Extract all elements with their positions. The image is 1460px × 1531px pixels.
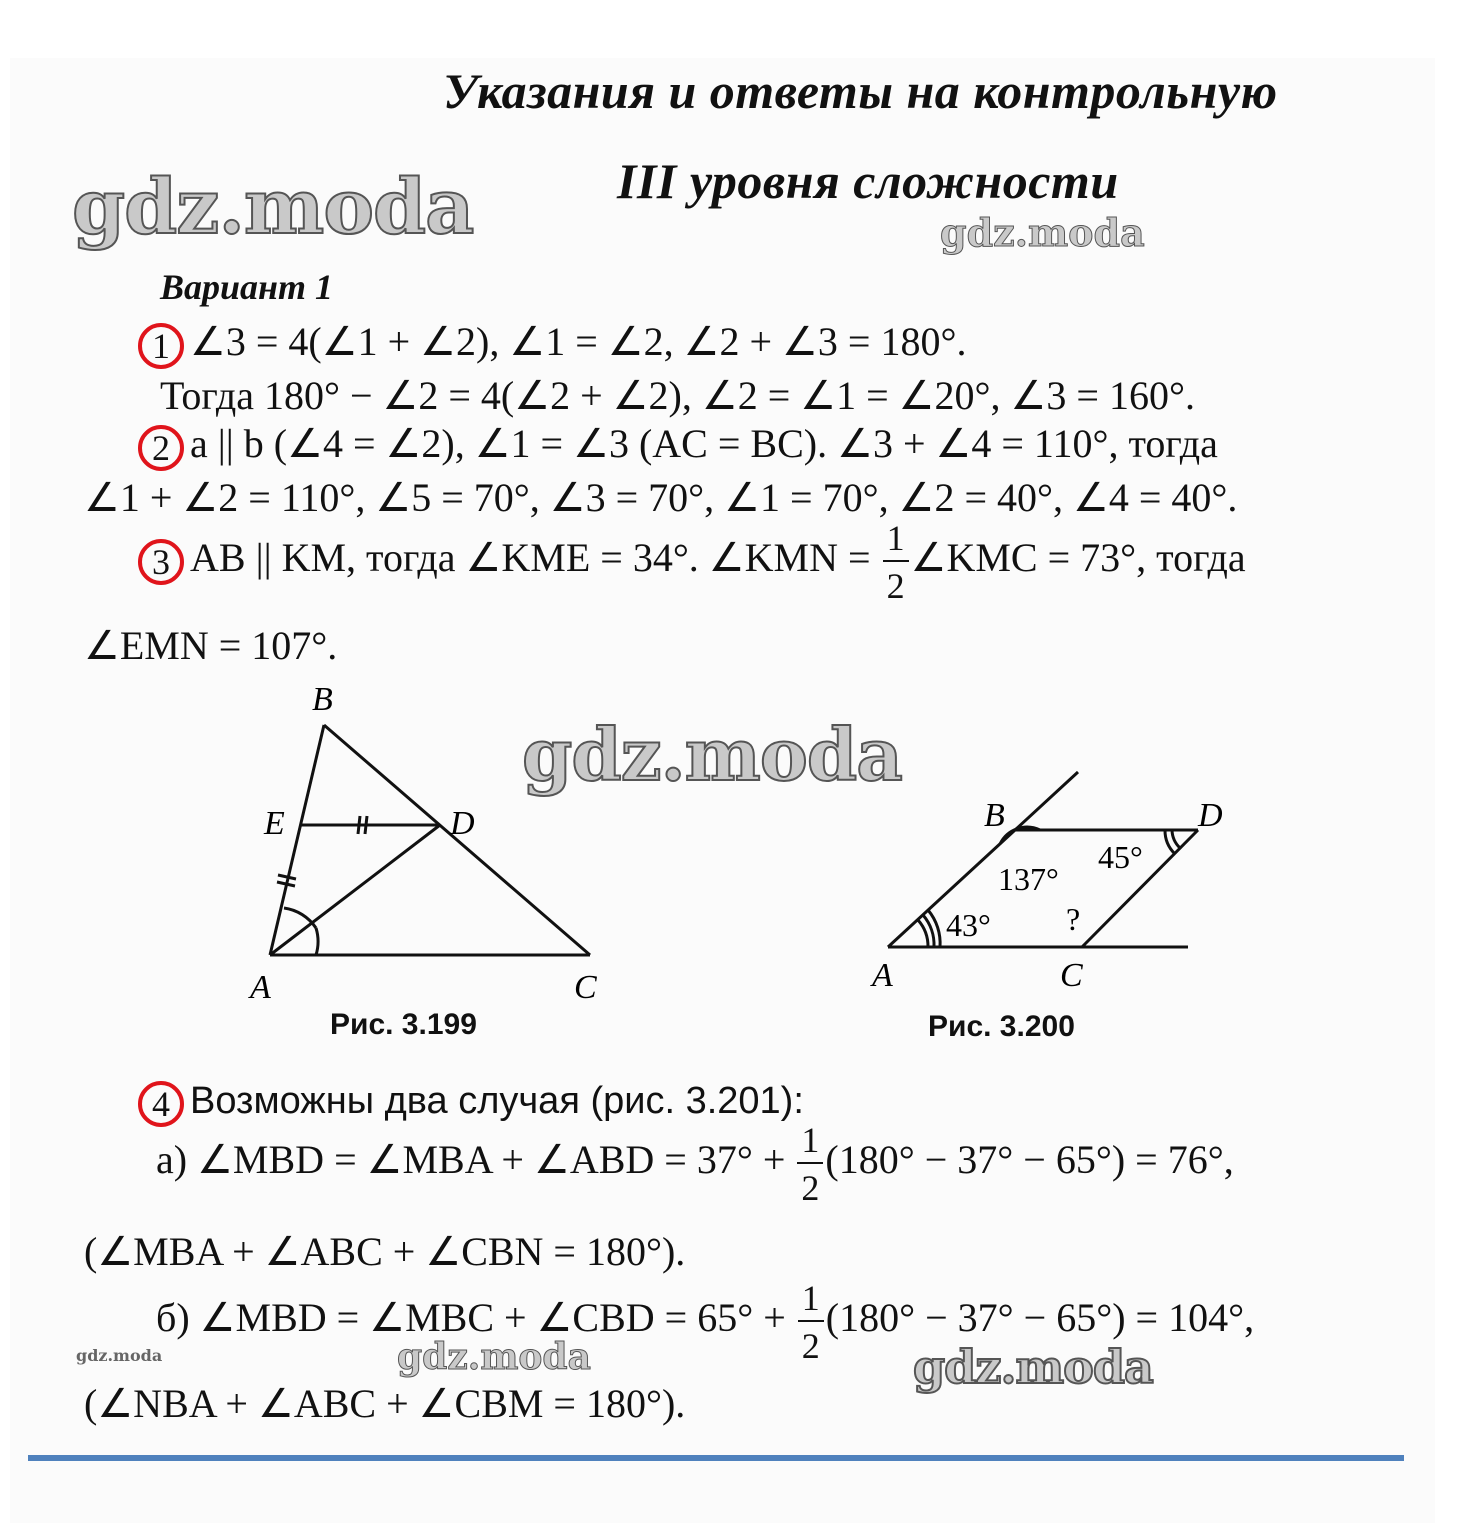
- fraction-numerator: 1: [798, 1280, 824, 1322]
- angle-label: 137°: [998, 861, 1059, 897]
- watermark: gdz.moda: [522, 712, 902, 797]
- problem-text: ∠KMC = 73°, тогда: [910, 535, 1246, 581]
- fraction-denominator: 2: [886, 566, 905, 606]
- problem-number-marker: 4: [138, 1081, 184, 1127]
- fraction-denominator: 2: [801, 1326, 820, 1366]
- variant-label: Вариант 1: [160, 267, 334, 307]
- watermark: gdz.moda: [72, 162, 474, 251]
- problem-number-marker: 3: [138, 539, 184, 585]
- figure-caption: Рис. 3.199: [330, 1008, 477, 1041]
- angle-label: ?: [1066, 901, 1081, 937]
- problem-4-case-a-note: (∠MBA + ∠ABC + ∠CBN = 180°).: [84, 1229, 686, 1274]
- problem-3-line-1: [138, 520, 1246, 604]
- vertex-label: A: [250, 969, 271, 1006]
- problem-text: Возможны два случая (рис. 3.201):: [190, 1080, 804, 1122]
- problem-4-intro: [138, 1076, 804, 1127]
- vertex-label: C: [1060, 957, 1083, 994]
- problem-1-line-1: [138, 318, 966, 369]
- problem-2-line-1: [138, 420, 1218, 471]
- angle-label: 43°: [946, 907, 991, 943]
- problem-4-case-a: [156, 1122, 1234, 1206]
- figure-3-199: [240, 680, 620, 1010]
- vertex-label: D: [1198, 797, 1223, 834]
- vertex-label: A: [872, 957, 893, 994]
- problem-number-marker: 2: [138, 425, 184, 471]
- watermark: gdz.moda: [397, 1336, 591, 1378]
- problem-4-case-b: [156, 1280, 1254, 1364]
- problem-2-line-2: ∠1 + ∠2 = 110°, ∠5 = 70°, ∠3 = 70°, ∠1 = 70°, ∠2 = 40°, ∠4 = 40°.: [84, 475, 1238, 520]
- page-title-line1: Указания и ответы на контрольную: [443, 63, 1278, 119]
- figure-3-200: [860, 760, 1240, 1010]
- watermark: gdz.moda: [76, 1346, 163, 1365]
- problem-text: ∠3 = 4(∠1 + ∠2), ∠1 = ∠2, ∠2 + ∠3 = 180°.: [190, 319, 967, 364]
- problem-number-marker: 1: [138, 323, 184, 369]
- vertex-label: E: [264, 805, 285, 842]
- page-title-line2: III уровня сложности: [617, 153, 1119, 209]
- problem-text: б) ∠MBD = ∠MBC + ∠CBD = 65° +: [156, 1295, 786, 1341]
- angle-label: 45°: [1098, 839, 1143, 875]
- problem-3-line-2: ∠EMN = 107°.: [84, 623, 338, 668]
- problem-4-case-b-note: (∠NBA + ∠ABC + ∠CBM = 180°).: [84, 1381, 686, 1426]
- vertex-label: B: [312, 681, 333, 718]
- vertex-label: D: [450, 805, 475, 842]
- problem-text: AB || KM, тогда ∠KME = 34°. ∠KMN =: [190, 535, 871, 581]
- fraction-denominator: 2: [801, 1168, 820, 1208]
- problem-text: a || b (∠4 = ∠2), ∠1 = ∠3 (AC = BC). ∠3 + ∠4 = 110°, тогда: [190, 421, 1218, 466]
- problem-1-line-2: Тогда 180° − ∠2 = 4(∠2 + ∠2), ∠2 = ∠1 = ∠20°, ∠3 = 160°.: [160, 373, 1195, 418]
- fraction: [883, 520, 909, 604]
- vertex-label: C: [574, 969, 597, 1006]
- fraction: [797, 1122, 823, 1206]
- vertex-label: B: [984, 797, 1005, 834]
- watermark: gdz.moda: [940, 210, 1145, 255]
- fraction: [798, 1280, 824, 1364]
- fraction-numerator: 1: [883, 520, 909, 562]
- problem-text: а) ∠MBD = ∠MBA + ∠ABD = 37° +: [156, 1137, 786, 1183]
- watermark: gdz.moda: [913, 1340, 1153, 1394]
- problem-text: (180° − 37° − 65°) = 76°,: [825, 1137, 1234, 1183]
- fraction-numerator: 1: [797, 1122, 823, 1164]
- problem-text: (180° − 37° − 65°) = 104°,: [825, 1295, 1255, 1341]
- section-divider: [28, 1455, 1404, 1461]
- figure-caption: Рис. 3.200: [928, 1010, 1075, 1043]
